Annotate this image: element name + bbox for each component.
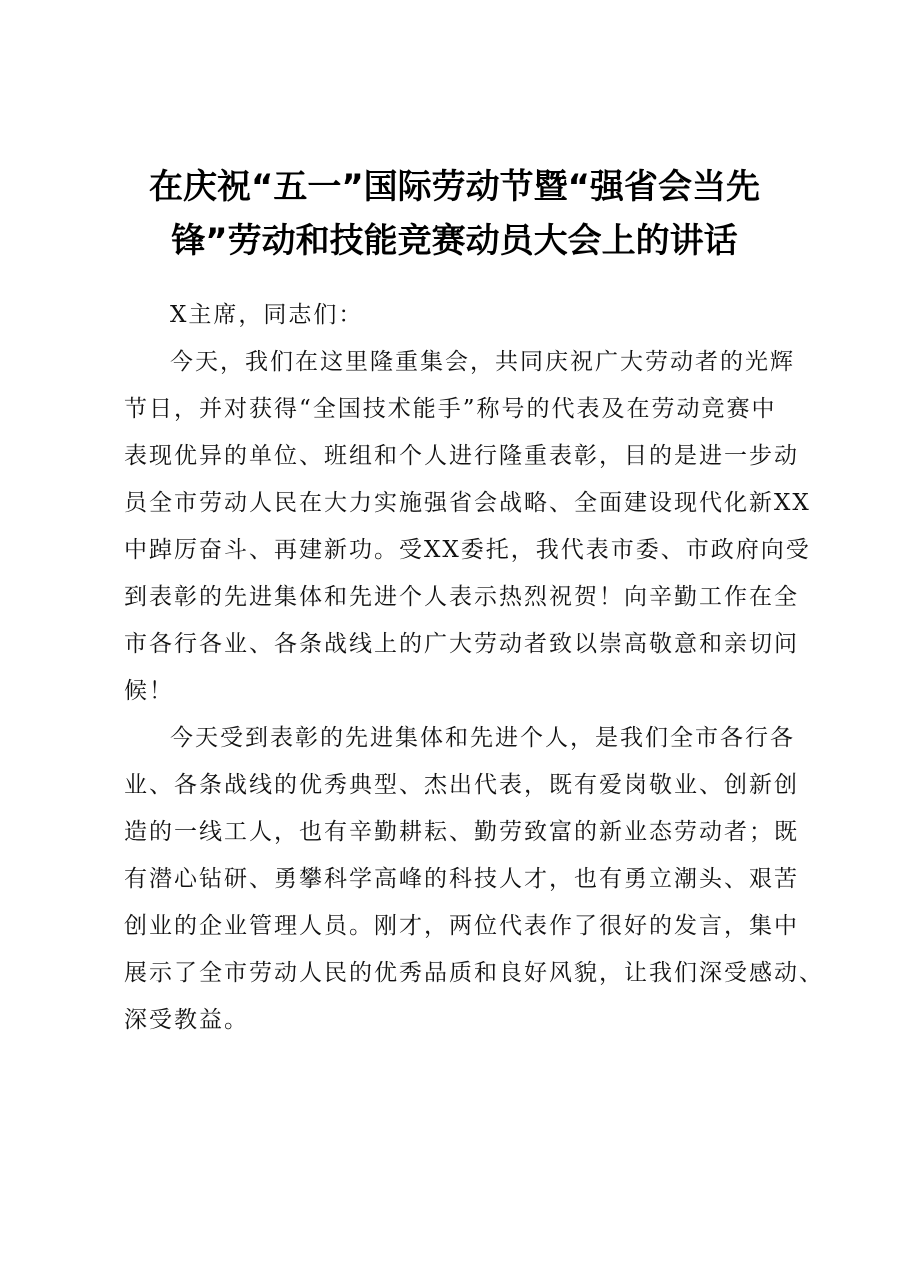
paragraph-line: 表现优异的单位、班组和个人进行隆重表彰，目的是进一步动 xyxy=(124,443,799,469)
paragraph-line: 中踔厉奋斗、再建新功。受XX委托，我代表市委、市政府向受 xyxy=(124,537,811,563)
paragraph-line: 创业的企业管理人员。刚才，两位代表作了很好的发言，集中 xyxy=(124,913,799,939)
paragraph-line: 节日，并对获得“全国技术能手”称号的代表及在劳动竞赛中 xyxy=(124,396,777,422)
document-title xyxy=(100,160,809,268)
paragraph-line: 业、各条战线的优秀典型、杰出代表，既有爱岗敬业、创新创 xyxy=(124,772,799,798)
paragraph-line: 造的一线工人，也有辛勤耕耘、勤劳致富的新业态劳动者；既 xyxy=(124,819,799,845)
paragraph-line: 展示了全市劳动人民的优秀品质和良好风貌，让我们深受感动、 xyxy=(124,960,824,986)
paragraph-line: 候！ xyxy=(124,678,174,704)
salutation: X主席，同志们： xyxy=(170,302,364,328)
document-body xyxy=(124,292,824,1044)
paragraph-line: 有潜心钻研、勇攀科学高峰的科技人才，也有勇立潮头、艰苦 xyxy=(124,866,799,892)
paragraph-line: 深受教益。 xyxy=(124,1007,249,1033)
paragraph-1 xyxy=(124,339,814,715)
paragraph-line: 今天受到表彰的先进集体和先进个人，是我们全市各行各 xyxy=(170,725,795,751)
paragraph-line: 员全市劳动人民在大力实施强省会战略、全面建设现代化新XX xyxy=(124,490,811,516)
paragraph-line: 市各行各业、各条战线上的广大劳动者致以崇高敬意和亲切问 xyxy=(124,631,799,657)
paragraph-line: 今天，我们在这里隆重集会，共同庆祝广大劳动者的光辉 xyxy=(170,349,795,375)
paragraph-line: 到表彰的先进集体和先进个人表示热烈祝贺！向辛勤工作在全 xyxy=(124,584,799,610)
paragraph-2 xyxy=(124,715,824,1044)
title-line-2: 锋”劳动和技能竞赛动员大会上的讲话 xyxy=(171,221,738,261)
title-line-1: 在庆祝“五一”国际劳动节暨“强省会当先 xyxy=(148,167,761,207)
